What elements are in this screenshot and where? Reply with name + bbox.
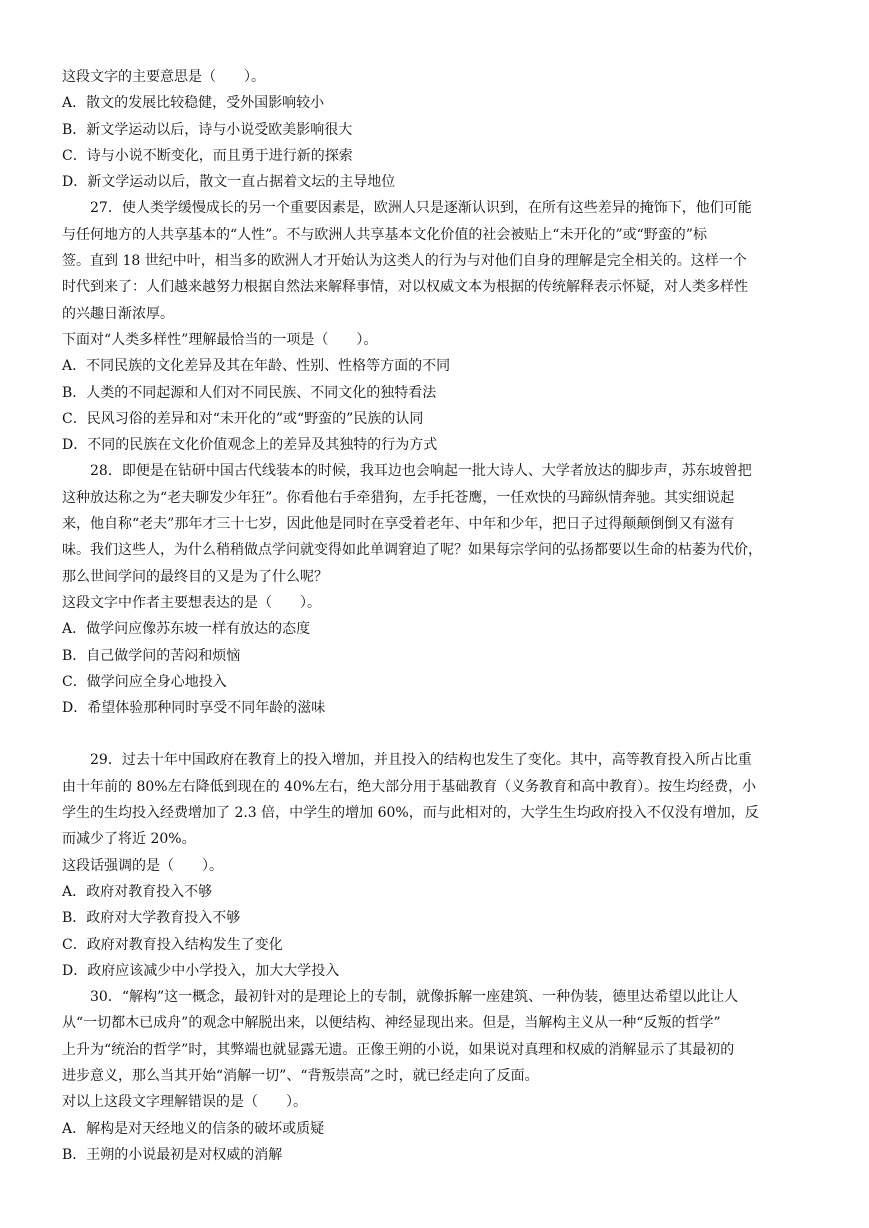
passage-line: 29．过去十年中国政府在教育上的投入增加，并且投入的结构也发生了变化。其中，高等教育投入所占比重: [90, 752, 752, 769]
option-b: B．人类的不同起源和人们对不同民族、不同文化的独特看法: [62, 384, 437, 401]
question-prompt: 这段话强调的是（ ）。: [62, 857, 223, 874]
option-c: C．诗与小说不断变化，而且勇于进行新的探索: [62, 147, 353, 164]
question-28: [62, 458, 809, 721]
question-26-tail: [62, 64, 809, 195]
option-a: A．解构是对天经地义的信条的破坏或质疑: [62, 1120, 325, 1137]
passage-line: 味。我们这些人，为什么稍稍做点学问就变得如此单调窘迫了呢？如果每宗学问的弘扬都要以生命的枯萎为代价，: [62, 542, 762, 559]
option-d: D．希望体验那种同时享受不同年龄的滋味: [62, 700, 326, 717]
option-b: B．政府对大学教育投入不够: [62, 910, 241, 927]
passage-line: 27．使人类学缓慢成长的另一个重要因素是，欧洲人只是逐渐认识到，在所有这些差异的掩饰下，他们可能: [90, 200, 752, 217]
passage-line: 的兴趣日渐浓厚。: [62, 305, 174, 322]
option-a: A．不同民族的文化差异及其在年龄、性别、性格等方面的不同: [62, 358, 451, 375]
option-c: C．政府对教育投入结构发生了变化: [62, 936, 283, 953]
option-a: A．散文的发展比较稳健，受外国影响较小: [62, 95, 325, 112]
passage-line: 30．“解构”这一概念，最初针对的是理论上的专制，就像拆解一座建筑、一种伪装，德里达希望以此让人: [90, 989, 739, 1006]
passage-line: 学生的生均投入经费增加了 2.3 倍，中学生的增加 60%，而与此相对的，大学生生均政府投入不仅没有增加，反: [62, 805, 759, 822]
option-d: D．不同的民族在文化价值观念上的差异及其独特的行为方式: [62, 437, 438, 454]
passage-line: 而减少了将近 20%。: [62, 831, 196, 848]
passage-line: 上升为“统治的哲学”时，其弊端也就显露无遗。正像王朔的小说，如果说对真理和权威的消解显示了其最初的: [62, 1041, 735, 1058]
question-27: [62, 195, 809, 458]
question-29: [62, 747, 809, 984]
passage-line: 时代到来了：人们越来越努力根据自然法来解释事情，对以权威文本为根据的传统解释表示怀疑，对人类多样性: [62, 279, 748, 296]
option-c: C．民风习俗的差异和对“未开化的”或“野蛮的”民族的认同: [62, 410, 424, 427]
passage-line: 由十年前的 80%左右降低到现在的 40%左右，绝大部分用于基础教育（义务教育和高中教育）。按生均经费，小: [62, 778, 757, 795]
option-c: C．做学问应全身心地投入: [62, 673, 227, 690]
passage-line: 那么世间学问的最终目的又是为了什么呢？: [62, 568, 328, 585]
option-d: D．新文学运动以后，散文一直占据着文坛的主导地位: [62, 174, 396, 191]
question-30: [62, 984, 809, 1168]
passage-line: 来，他自称“老夫”那年才三十七岁，因此他是同时在享受着老年、中年和少年，把日子过得颠颠倒倒又有滋有: [62, 516, 735, 533]
passage-line: 签。直到 18 世纪中叶，相当多的欧洲人才开始认为这类人的行为与对他们自身的理解是完全相关的。这样一个: [62, 253, 747, 270]
passage-line: 进步意义，那么当其开始“消解一切”、“背叛崇高”之时，就已经走向了反面。: [62, 1067, 539, 1084]
blank-spacer: [62, 721, 809, 747]
option-a: A．做学问应像苏东坡一样有放达的态度: [62, 621, 311, 638]
passage-line: 与任何地方的人共享基本的“人性”。不与欧洲人共享基本文化价值的社会被贴上“未开化的”或“野蛮的”标: [62, 226, 707, 243]
question-prompt: 对以上这段文字理解错误的是（ ）。: [62, 1094, 307, 1111]
passage-line: 28．即便是在钻研中国古代线装本的时候，我耳边也会响起一批大诗人、大学者放达的脚步声，苏东坡曾把: [90, 463, 752, 480]
option-d: D．政府应该减少中小学投入，加大大学投入: [62, 962, 340, 979]
option-b: B．自己做学问的苦闷和烦恼: [62, 647, 241, 664]
question-prompt: 下面对“人类多样性”理解最恰当的一项是（ ）。: [62, 331, 378, 348]
option-b: B．王朔的小说最初是对权威的消解: [62, 1146, 283, 1163]
option-a: A．政府对教育投入不够: [62, 883, 213, 900]
option-b: B．新文学运动以后，诗与小说受欧美影响很大: [62, 121, 353, 138]
passage-line: 这种放达称之为“老夫聊发少年狂”。你看他右手牵猎狗，左手托苍鹰，一任欢快的马蹄纵情奔驰。其实细说起: [62, 489, 735, 506]
question-prompt: 这段文字的主要意思是（ ）。: [62, 69, 265, 85]
passage-line: 从“一切都木已成舟”的观念中解脱出来，以便结构、神经显现出来。但是，当解构主义从一种“反叛的哲学”: [62, 1015, 721, 1032]
question-prompt: 这段文字中作者主要想表达的是（ ）。: [62, 594, 321, 611]
